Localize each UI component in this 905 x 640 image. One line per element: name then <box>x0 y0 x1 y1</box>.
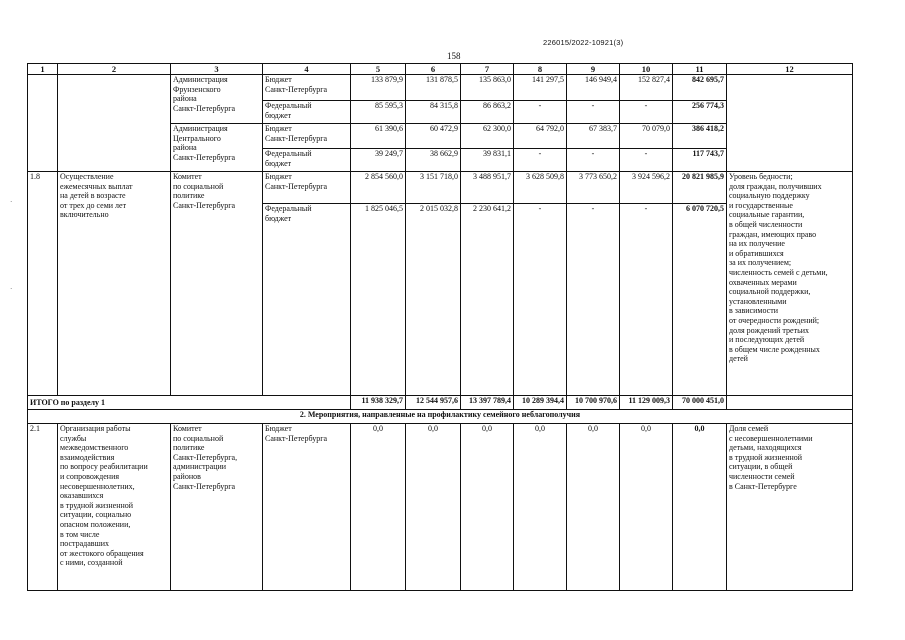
value-cell: - <box>620 101 673 124</box>
executor-cell: Комитет по социальной политике Санкт-Петербурга <box>171 172 263 396</box>
value-cell: 141 297,5 <box>514 75 567 101</box>
value-cell: 60 472,9 <box>406 124 461 149</box>
value-cell: 3 773 650,2 <box>567 172 620 204</box>
value-cell: 10 289 394,4 <box>514 396 567 410</box>
total-value-cell: 70 000 451,0 <box>673 396 727 410</box>
total-label: ИТОГО по разделу 1 <box>28 396 351 410</box>
section-header-row <box>28 410 853 424</box>
total-value-cell: 117 743,7 <box>673 149 727 172</box>
value-cell: 3 628 509,8 <box>514 172 567 204</box>
total-row <box>28 396 853 410</box>
value-cell: 85 595,3 <box>351 101 406 124</box>
num-cell <box>28 75 58 172</box>
value-cell: 12 544 957,6 <box>406 396 461 410</box>
value-cell: 0,0 <box>461 424 514 591</box>
value-cell: 70 079,0 <box>620 124 673 149</box>
total-value-cell: 20 821 985,9 <box>673 172 727 204</box>
value-cell: 135 863,0 <box>461 75 514 101</box>
page-number: 158 <box>447 51 461 61</box>
value-cell: 131 878,5 <box>406 75 461 101</box>
executor-cell: Администрация Центрального района Санкт-Петербурга <box>171 124 263 172</box>
total-value-cell: 6 070 720,5 <box>673 204 727 396</box>
value-cell: 2 015 032,8 <box>406 204 461 396</box>
value-cell: 146 949,4 <box>567 75 620 101</box>
col-header: 6 <box>406 64 461 75</box>
value-cell: 62 300,0 <box>461 124 514 149</box>
total-value-cell: 256 774,3 <box>673 101 727 124</box>
value-cell: 64 792,0 <box>514 124 567 149</box>
value-cell: 13 397 789,4 <box>461 396 514 410</box>
value-cell: - <box>567 101 620 124</box>
table-row <box>28 424 853 591</box>
document-number: 226015/2022-10921(3) <box>543 38 624 47</box>
value-cell: - <box>567 204 620 396</box>
total-value-cell: 842 695,7 <box>673 75 727 101</box>
value-cell: 11 938 329,7 <box>351 396 406 410</box>
value-cell: - <box>620 149 673 172</box>
margin-mark: · <box>10 198 13 206</box>
col-header: 5 <box>351 64 406 75</box>
value-cell: 0,0 <box>567 424 620 591</box>
col-header: 2 <box>58 64 171 75</box>
value-cell: 39 249,7 <box>351 149 406 172</box>
budget-table <box>27 63 853 591</box>
value-cell: 133 879,9 <box>351 75 406 101</box>
source-cell: Бюджет Санкт-Петербурга <box>263 124 351 149</box>
col-header: 11 <box>673 64 727 75</box>
value-cell: 1 825 046,5 <box>351 204 406 396</box>
value-cell: 67 383,7 <box>567 124 620 149</box>
table-row <box>28 75 853 101</box>
col-header: 8 <box>514 64 567 75</box>
value-cell: 86 863,2 <box>461 101 514 124</box>
name-cell <box>58 75 171 172</box>
empty-cell <box>727 396 853 410</box>
col-header: 12 <box>727 64 853 75</box>
source-cell: Федеральный бюджет <box>263 204 351 396</box>
col-header: 4 <box>263 64 351 75</box>
value-cell: - <box>514 149 567 172</box>
value-cell: 10 700 970,6 <box>567 396 620 410</box>
value-cell: 2 230 641,2 <box>461 204 514 396</box>
col-header: 10 <box>620 64 673 75</box>
source-cell: Федеральный бюджет <box>263 149 351 172</box>
col-header: 3 <box>171 64 263 75</box>
executor-cell: Комитет по социальной политике Санкт-Петербурга, администрации районов Санкт-Петербурга <box>171 424 263 591</box>
value-cell: 152 827,4 <box>620 75 673 101</box>
value-cell: 61 390,6 <box>351 124 406 149</box>
value-cell: 0,0 <box>620 424 673 591</box>
value-cell: 3 151 718,0 <box>406 172 461 204</box>
col-header: 1 <box>28 64 58 75</box>
margin-mark: · <box>10 285 13 293</box>
indicators-cell: Уровень бедности; доля граждан, получивших социальную поддержку и государственные социальные гарантии, в общей численности граждан, имеющих право на их получение и обратившихся за их получением; численность семей с детьми, охваченных мерами социальной поддержки, установленными в зависимости от очередности рождений; доля рождений третьих и последующих детей в общем числе рожденных детей <box>727 172 853 396</box>
value-cell: 0,0 <box>514 424 567 591</box>
source-cell: Федеральный бюджет <box>263 101 351 124</box>
value-cell: - <box>514 101 567 124</box>
col-header: 9 <box>567 64 620 75</box>
value-cell: 38 662,9 <box>406 149 461 172</box>
value-cell: 39 831,1 <box>461 149 514 172</box>
item-name: Осуществление ежемесячных выплат на детей в возрасте от трех до семи лет включительно <box>58 172 171 396</box>
value-cell: 3 488 951,7 <box>461 172 514 204</box>
indicators-cell <box>727 75 853 172</box>
section-title: 2. Мероприятия, направленные на профилактику семейного неблагополучия <box>28 410 853 424</box>
value-cell: 0,0 <box>406 424 461 591</box>
total-value-cell: 0,0 <box>673 424 727 591</box>
total-value-cell: 386 418,2 <box>673 124 727 149</box>
item-number: 1.8 <box>28 172 58 396</box>
source-cell: Бюджет Санкт-Петербурга <box>263 75 351 101</box>
column-number-row <box>28 64 853 75</box>
value-cell: - <box>514 204 567 396</box>
indicators-cell: Доля семей с несовершеннолетними детьми, находящихся в трудной жизненной ситуации, в общей численности семей в Санкт-Петербурге <box>727 424 853 591</box>
value-cell: 0,0 <box>351 424 406 591</box>
table-row <box>28 172 853 204</box>
item-name: Организация работы службы межведомственного взаимодействия по вопросу реабилитации и сопровождения несовершеннолетних, оказавшихся в трудной жизненной ситуации, социально опасном положении, в том числе пострадавших от жестокого обращения с ними, созданной <box>58 424 171 591</box>
item-number: 2.1 <box>28 424 58 591</box>
source-cell: Бюджет Санкт-Петербурга <box>263 424 351 591</box>
value-cell: 2 854 560,0 <box>351 172 406 204</box>
value-cell: 11 129 009,3 <box>620 396 673 410</box>
value-cell: - <box>567 149 620 172</box>
executor-cell: Администрация Фрунзенского района Санкт-Петербурга <box>171 75 263 124</box>
col-header: 7 <box>461 64 514 75</box>
value-cell: 84 315,8 <box>406 101 461 124</box>
value-cell: 3 924 596,2 <box>620 172 673 204</box>
value-cell: - <box>620 204 673 396</box>
source-cell: Бюджет Санкт-Петербурга <box>263 172 351 204</box>
